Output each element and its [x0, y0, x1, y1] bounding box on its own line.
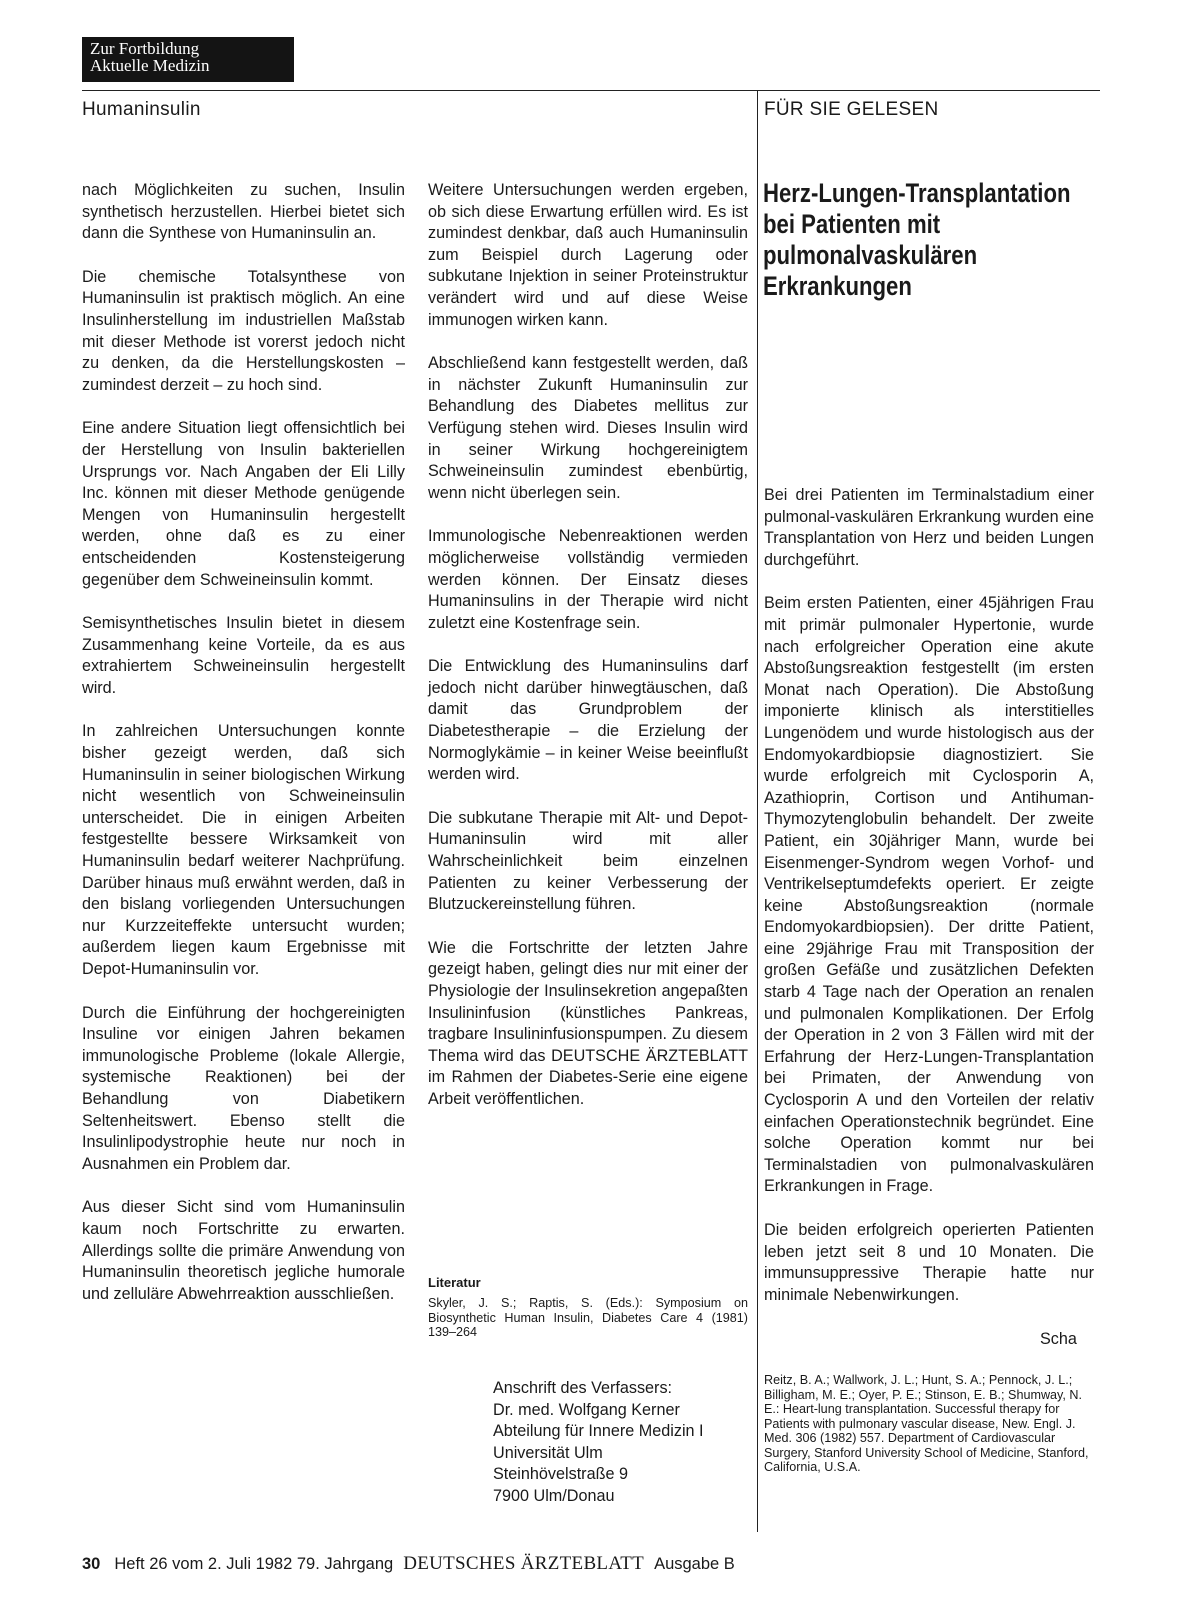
address-line: Steinhövelstraße 9: [493, 1465, 628, 1484]
article-column-3: [764, 485, 1094, 1306]
paragraph: Die beiden erfolgreich operierten Patienten leben jetzt seit 8 und 10 Monaten. Die immunsuppressive Therapie hatte nur minimale Nebenwirkungen.: [764, 1221, 1094, 1304]
paragraph: Bei drei Patienten im Terminalstadium einer pulmonal-vaskulären Erkrankung wurden eine Transplantation von Herz und beiden Lungen durchgeführt.: [764, 486, 1094, 569]
paragraph: Aus dieser Sicht sind vom Humaninsulin kaum noch Fortschritte zu erwarten. Allerdings sollte die primäre Anwendung von Humaninsulin theoretisch jegliche humorale und zelluläre Abwehrreaktion ausschließen.: [82, 1198, 405, 1303]
edition-label: Ausgabe B: [654, 1555, 735, 1573]
badge-line-1: Zur Fortbildung: [90, 39, 200, 58]
paragraph: nach Möglichkeiten zu suchen, Insulin synthetisch herzustellen. Hierbei bietet sich dann die Synthese von Humaninsulin an.: [82, 181, 405, 243]
address-line: Universität Ulm: [493, 1443, 603, 1462]
paragraph: Semisynthetisches Insulin bietet in diesem Zusammenhang keine Vorteile, da es aus extrahiertem Schweineinsulin hergestellt wird.: [82, 614, 405, 697]
paragraph: Durch die Einführung der hochgereinigten Insuline vor einigen Jahren bekamen immunologische Probleme (lokale Allergie, systemische Reaktionen) bei der Behandlung von Diabetikern Seltenheitswert. Ebenso stellt die Insulinlipodystrophie heute nur noch in Ausnahmen ein Problem dar.: [82, 1003, 405, 1173]
column-divider: [757, 90, 758, 1532]
paragraph: Immunologische Nebenreaktionen werden möglicherweise vollständig vermieden werden können. Der Einsatz dieses Humaninsulins in der Therapie wird nicht zuletzt eine Kostenfrage sein.: [428, 527, 748, 632]
author-signature: Scha: [1040, 1330, 1077, 1348]
literature-reference: Skyler, J. S.; Raptis, S. (Eds.): Symposium on Biosynthetic Human Insulin, Diabetes Care 4 (1981) 139–264: [428, 1296, 748, 1339]
paragraph: Die Entwicklung des Humaninsulins darf jedoch nicht darüber hinwegtäuschen, daß damit das Grundproblem der Diabetestherapie – die Erzielung der Normoglykämie – in keiner Weise beeinflußt werden wird.: [428, 657, 748, 784]
top-rule: [82, 90, 1100, 91]
paragraph: In zahlreichen Untersuchungen konnte bisher gezeigt werden, daß sich Humaninsulin in seiner biologischen Wirkung nicht wesentlich von Schweineinsulin unterscheidet. Die in einigen Arbeiten festgestellte bessere Wirksamkeit von Humaninsulin bedarf weiterer Nachprüfung. Darüber hinaus muß erwähnt werden, daß in den bislang vorliegenden Untersuchungen nur Kurzzeiteffekte untersucht wurden; außerdem liegen kaum Ergebnisse mit Depot-Humaninsulin vor.: [82, 722, 405, 978]
paragraph: Abschließend kann festgestellt werden, daß in nächster Zukunft Humaninsulin zur Behandlung des Diabetes mellitus zur Verfügung stehen wird. Dieses Insulin wird in seiner Wirkung hochgereinigtem Schweineinsulin zumindest ebenbürtig, wenn nicht überlegen sein.: [428, 354, 748, 502]
category-badge: [82, 37, 294, 82]
article-column-2: [428, 180, 748, 1133]
article-column-1: [82, 180, 405, 1327]
address-line: Abteilung für Innere Medizin I: [493, 1422, 704, 1441]
address-line: 7900 Ulm/Donau: [493, 1486, 615, 1505]
paragraph: Wie die Fortschritte der letzten Jahre gezeigt haben, gelingt dies nur mit einer der Physiologie der Insulinsekretion angepaßten Insulininfusion (künstliches Pankreas, tragbare Insulininfusionspumpen. Zu diesem Thema wird das DEUTSCHE ÄRZTEBLATT im Rahmen der Diabetes-Serie eine eigene Arbeit veröffentlichen.: [428, 938, 748, 1108]
paragraph: Die subkutane Therapie mit Alt- und Depot-Humaninsulin wird mit aller Wahrscheinlichkeit beim einzelnen Patienten zu keiner Verbesserung der Blutzuckereinstellung führen.: [428, 808, 748, 914]
paragraph: Die chemische Totalsynthese von Humaninsulin ist praktisch möglich. An eine Insulinherstellung im industriellen Maßstab mit dieser Methode ist vorerst jedoch nicht zu denken, da die Herstellungskosten – zumindest derzeit – zu hoch sind.: [82, 267, 405, 394]
page-footer: [82, 1553, 735, 1575]
reference-right: Reitz, B. A.; Wallwork, J. L.; Hunt, S. A.; Pennock, J. L.; Billigham, M. E.; Oyer, P. E.; Stinson, E. B.; Shumway, N. E.: Heart-lung transplantation. Successful therapy for Patients with pulmonary vascular disease, New. Engl. J. Med. 306 (1982) 557. Department of Cardiovascular Surgery, Stanford University School of Medicine, Stanford, California, U.S.A.: [764, 1373, 1089, 1474]
address-line: Dr. med. Wolfgang Kerner: [493, 1400, 680, 1419]
address-line: Anschrift des Verfassers:: [493, 1379, 673, 1397]
page-number: 30: [82, 1555, 101, 1573]
paragraph: Beim ersten Patienten, einer 45jährigen Frau mit primär pulmonaler Hypertonie, wurde nach erfolgreicher Operation eine akute Abstoßungsreaktion festgestellt (im ersten Monat nach Operation). Die Abstoßung imponierte klinisch als interstitielles Lungenödem und wurde histologisch aus der Endomyokardbiopsie diagnostiziert. Sie wurde erfolgreich mit Cyclosporin A, Azathioprin, Cortison und Antihuman-Thymozytenglobulin behandelt. Der zweite Patient, ein 30jähriger Mann, wurde bei Eisenmenger-Syndrom wegen Vorhof- und Ventrikelseptumdefekts operiert. Er zeigte keine Abstoßungsreaktion (normale Endomyokardbiopsien). Der dritte Patient, eine 29jährige Frau mit Transposition der großen Gefäße und zusätzlichen Defekten starb 4 Tage nach der Operation an renalen und pulmonalen Komplikationen. Der Erfolg der Operation in 2 von 3 Fällen wird mit der Erfahrung der Herz-Lungen-Transplantation bei Primaten, der Anwendung von Cyclosporin A und den Vorteilen der relativ einfachen Operationstechnik begründet. Eine solche Operation kommt nur bei Terminalstadien von pulmonalvaskulären Erkrankungen in Frage.: [764, 594, 1094, 1196]
literature-heading: Literatur: [428, 1275, 481, 1290]
paragraph: Eine andere Situation liegt offensichtlich bei der Herstellung von Insulin bakteriellen Ursprungs vor. Nach Angaben der Eli Lilly Inc. können mit dieser Methode genügende Mengen von Humaninsulin hergestellt werden, ohne daß es zu einer entscheidenden Kostensteigerung gegenüber dem Schweineinsulin kommt.: [82, 419, 405, 589]
section-title-right: FÜR SIE GELESEN: [764, 99, 939, 120]
author-address: [493, 1378, 753, 1508]
article-headline: Herz-Lungen-Transplantation bei Patienten mit pulmonalvaskulären Erkrankungen: [763, 178, 1071, 301]
paragraph: Weitere Untersuchungen werden ergeben, ob sich diese Erwartung erfüllen wird. Es ist zumindest denkbar, daß auch Humaninsulin zum Beispiel durch Lagerung oder subkutane Injektion in seiner Proteinstruktur verändert wird und auf diese Weise immunogen wirken kann.: [428, 181, 748, 329]
issue-info: Heft 26 vom 2. Juli 1982 79. Jahrgang: [114, 1555, 394, 1573]
magazine-name: DEUTSCHES ÄRZTEBLATT: [403, 1553, 645, 1574]
badge-line-2: Aktuelle Medizin: [90, 56, 210, 75]
section-title-left: Humaninsulin: [82, 99, 201, 120]
